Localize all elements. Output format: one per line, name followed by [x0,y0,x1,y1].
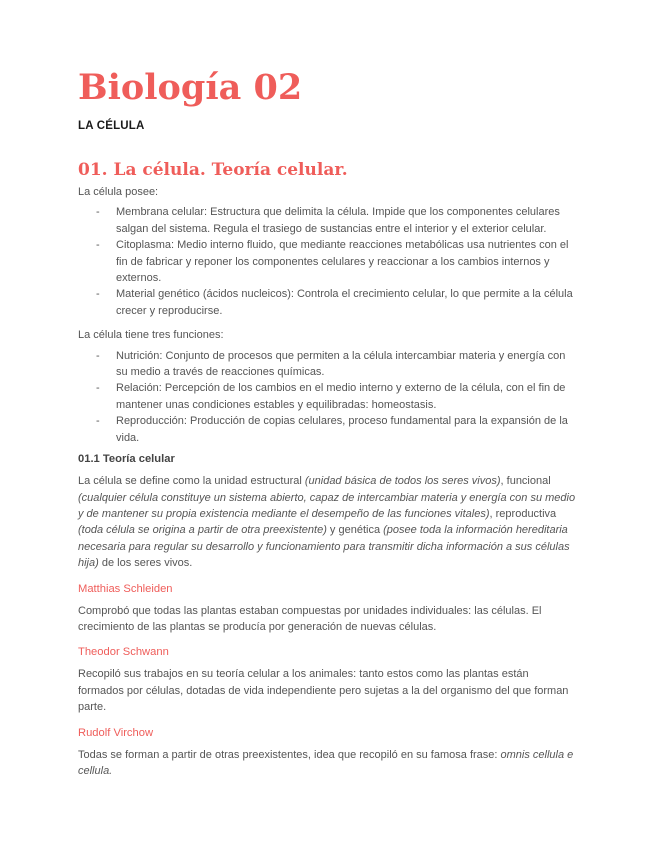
scientist-name-schleiden: Matthias Schleiden [78,582,173,595]
cell-functions-list [78,348,577,446]
document-subtitle: LA CÉLULA [78,120,145,132]
functions-intro: La célula tiene tres funciones: [78,329,224,342]
list-item: - Membrana celular: Estructura que delimita la célula. Impide que los componentes celulares salgan del sistema. Regula el trasiego de sustancias entre el interior y el exterior celular. [116,204,577,237]
section1-intro: La célula posee: [78,186,159,198]
list-item: - Nutrición: Conjunto de procesos que permiten a la célula intercambiar materia y energía con su medio a través de reacciones químicas. [116,348,577,381]
list-item: - Material genético (ácidos nucleicos): Controla el crecimiento celular, lo que permite a la célula crecer y reproducirse. [116,286,577,319]
section-heading-1-1: 01.1 Teoría celular [78,453,175,466]
scientist-text-virchow: Todas se forman a partir de otras preexistentes, idea que recopiló en su famosa frase: omnis cellula e cellula. [78,748,574,777]
cell-parts-list [78,204,577,319]
list-item: - Relación: Percepción de los cambios en el medio interno y externo de la célula, con el fin de mantener unas condiciones estables y equilibradas: homeostasis. [116,380,577,413]
document-title: Biología 02 [78,67,303,108]
scientist-name-schwann: Theodor Schwann [78,646,169,659]
cell-theory-paragraph: La célula se define como la unidad estructural (unidad básica de todos los seres vivos), funcional (cualquier célula constituye un sistema abierto, capaz de intercambiar materia y energía con su medio y de mantener su propia existencia mediante el desempeño de las funciones vitales), reproductiva (toda célula se origina a partir de otra preexistente) y genética (posee toda la información hereditaria necesaria para regular su desarrollo y funcionamiento para transmitir dicha información a sus células hija) de los seres vivos. [78,475,576,570]
list-item: - Reproducción: Producción de copias celulares, proceso fundamental para la expansión de la vida. [116,413,577,446]
scientist-text-schleiden: Comprobó que todas las plantas estaban compuestas por unidades individuales: las células. El crecimiento de las plantas se producía por generación de nuevas células. [78,604,542,633]
section-heading-1: 01. La célula. Teoría celular. [78,160,348,180]
scientist-text-schwann: Recopiló sus trabajos en su teoría celular a los animales: tanto estos como las plantas están formados por células, dotadas de vida independiente pero sujetas a la del organismo del que forman parte. [78,668,569,714]
list-item: - Citoplasma: Medio interno fluido, que mediante reacciones metabólicas usa nutrientes con el fin de fabricar y reponer los componentes celulares y reaccionar a los cambios internos y externos. [116,237,577,286]
scientist-name-virchow: Rudolf Virchow [78,726,154,739]
